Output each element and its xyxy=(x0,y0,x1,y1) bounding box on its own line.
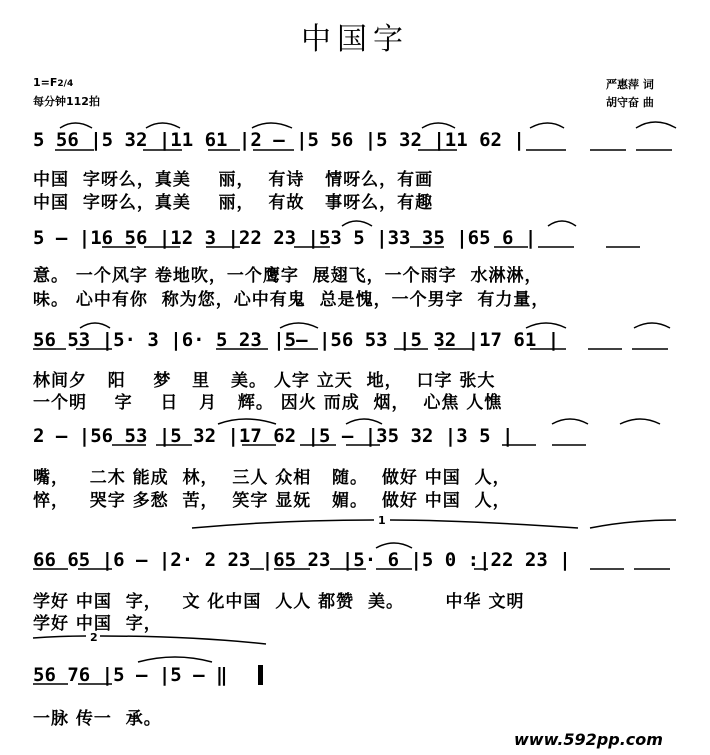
notation-line-2: 5 — |16 56 |12 3 |22 23 |53 5 |33 35 |65 6 | xyxy=(33,227,537,249)
lyricist-credit: 严惠萍 词 xyxy=(606,78,654,91)
volta-2-label: 2 xyxy=(90,631,98,644)
slur-mark xyxy=(60,123,92,128)
slur-mark xyxy=(526,323,566,328)
lyric-line-1-verse-2: 中国 字呀么，真美 丽， 有故 事呀么，有趣 xyxy=(33,193,434,213)
volta-2-bracket xyxy=(100,636,266,644)
lyric-line-1-verse-1: 中国 字呀么，真美 丽， 有诗 情呀么，有画 xyxy=(33,170,434,190)
slur-mark xyxy=(548,221,576,226)
volta-1-bracket xyxy=(590,520,676,528)
slur-mark xyxy=(280,323,318,328)
lyric-line-3-verse-2: 一个明 字 日 月 辉。 因火 而成 烟， 心焦 人憔 xyxy=(33,393,503,413)
lyric-line-3-verse-1: 林间夕 阳 梦 里 美。 人字 立天 地， 口字 张大 xyxy=(33,371,496,391)
notation-line-4: 2 — |56 53 |5 32 |17 62 |5 — |35 32 |3 5 | xyxy=(33,425,514,447)
slur-mark xyxy=(346,419,382,424)
slur-mark xyxy=(80,323,110,328)
lyric-line-5-verse-1: 学好 中国 字， 文 化中国 人人 都赞 美。 中华 文明 xyxy=(33,592,525,612)
slur-mark xyxy=(530,123,564,128)
slur-mark xyxy=(636,122,676,128)
site-watermark: www.592pp.com xyxy=(514,730,663,749)
volta-2-bracket xyxy=(33,636,86,638)
volta-1-label: 1 xyxy=(378,514,386,527)
slur-mark xyxy=(620,419,660,424)
slur-mark xyxy=(422,123,455,128)
slur-mark xyxy=(138,657,212,662)
slur-mark xyxy=(634,323,670,328)
slur-mark xyxy=(252,123,292,128)
lyric-line-5-verse-2: 学好 中国 字， xyxy=(33,614,162,634)
slur-mark xyxy=(342,221,372,226)
volta-1-bracket xyxy=(192,520,374,528)
lyric-line-6-verse-1: 一脉 传一 承。 xyxy=(33,709,162,729)
notation-line-3: 56 53 |5· 3 |6· 5 23 |5— |56 53 |5 32 |17 61 | xyxy=(33,329,560,351)
song-title: 中国字 xyxy=(301,22,409,57)
lyric-line-4-verse-1: 嘴， 二木 能成 林， 三人 众相 随。 做好 中国 人， xyxy=(33,468,511,488)
slur-mark xyxy=(218,419,276,424)
composer-credit: 胡守奋 曲 xyxy=(606,96,654,109)
key-signature: 1=F2/4 xyxy=(33,76,74,89)
lyric-line-2-verse-2: 味。 心中有你 称为您，心中有鬼 总是愧，一个男字 有力量， xyxy=(33,290,550,310)
final-barline xyxy=(258,665,263,685)
notation-line-6: 56 76 |5 — |5 — ‖ xyxy=(33,664,228,686)
notation-line-1: 5 56 |5 32 |11 61 |2 — |5 56 |5 32 |11 62 | xyxy=(33,129,525,151)
lyric-line-4-verse-2: 悴， 哭字 多愁 苦， 笑字 显妩 媚。 做好 中国 人， xyxy=(33,491,511,511)
tempo-marking: 每分钟112拍 xyxy=(33,95,100,108)
slur-mark xyxy=(376,543,412,548)
slur-mark xyxy=(552,419,588,424)
volta-1-bracket xyxy=(390,520,578,528)
slur-mark xyxy=(146,123,180,128)
notation-line-5: 66 65 |6 — |2· 2 23 |65 23 |5· 6 |5 0 :|22 23 | xyxy=(33,549,571,571)
lyric-line-2-verse-1: 意。 一个风字 卷地吹，一个鹰字 展翅飞，一个雨字 水淋淋， xyxy=(33,266,543,286)
